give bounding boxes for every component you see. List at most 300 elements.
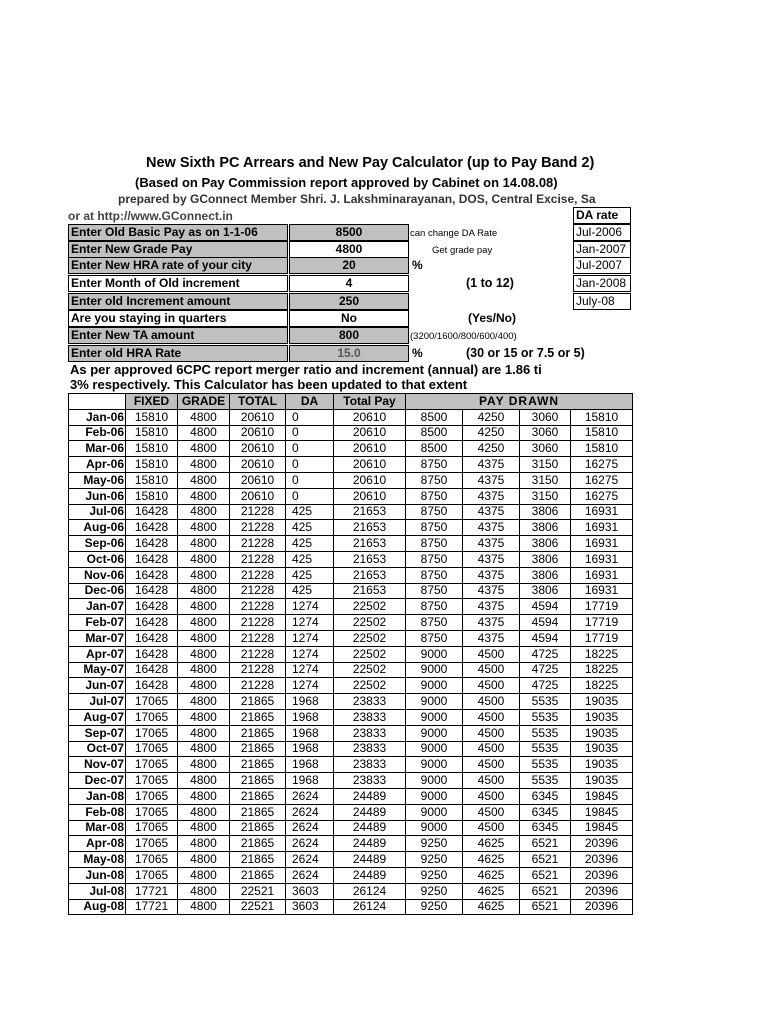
table-row — [69, 788, 633, 804]
cell-total-pay: 21653 — [334, 567, 406, 583]
table-row — [69, 757, 633, 773]
cell-grade: 4800 — [178, 583, 230, 599]
cell-drawn-basic: 8750 — [406, 599, 463, 615]
table-row — [69, 741, 633, 757]
table-row — [69, 694, 633, 710]
cell-drawn-hra: 3806 — [520, 520, 571, 536]
cell-grade: 4800 — [178, 788, 230, 804]
cell-drawn-total: 20396 — [571, 852, 633, 868]
cell-grade: 4800 — [178, 551, 230, 567]
cell-total: 21228 — [230, 615, 286, 631]
cell-grade: 4800 — [178, 504, 230, 520]
cell-month: Mar-08 — [69, 820, 126, 836]
cell-total: 22521 — [230, 899, 286, 915]
cell-grade: 4800 — [178, 852, 230, 868]
cell-total-pay: 23833 — [334, 741, 406, 757]
cell-da: 0 — [286, 425, 334, 441]
cell-drawn-basic: 9250 — [406, 852, 463, 868]
cell-da: 425 — [286, 567, 334, 583]
cell-drawn-da: 4500 — [463, 757, 520, 773]
input-note: (1 to 12) — [466, 276, 514, 290]
increment-amount-input[interactable]: 250 — [289, 293, 409, 310]
cell-drawn-da: 4500 — [463, 709, 520, 725]
cell-total-pay: 20610 — [334, 425, 406, 441]
table-row — [69, 472, 633, 488]
cell-grade: 4800 — [178, 678, 230, 694]
cell-fixed: 17065 — [126, 757, 178, 773]
cell-total-pay: 23833 — [334, 757, 406, 773]
cell-drawn-hra: 4725 — [520, 646, 571, 662]
cell-da: 1274 — [286, 646, 334, 662]
cell-total: 20610 — [230, 441, 286, 457]
pay-table-body — [69, 409, 633, 915]
cell-drawn-da: 4625 — [463, 883, 520, 899]
cell-total-pay: 22502 — [334, 630, 406, 646]
cell-da: 2624 — [286, 852, 334, 868]
quarters-input[interactable]: No — [289, 310, 409, 327]
cell-total: 20610 — [230, 472, 286, 488]
cell-drawn-da: 4375 — [463, 567, 520, 583]
table-row — [69, 836, 633, 852]
cell-fixed: 15810 — [126, 409, 178, 425]
cell-drawn-da: 4500 — [463, 773, 520, 789]
cell-fixed: 16428 — [126, 599, 178, 615]
cell-grade: 4800 — [178, 899, 230, 915]
cell-fixed: 16428 — [126, 536, 178, 552]
table-row — [69, 852, 633, 868]
cell-drawn-hra: 5535 — [520, 725, 571, 741]
cell-month: Feb-06 — [69, 425, 126, 441]
cell-month: Mar-06 — [69, 441, 126, 457]
cell-da: 0 — [286, 472, 334, 488]
cell-fixed: 16428 — [126, 678, 178, 694]
cell-drawn-total: 17719 — [571, 630, 633, 646]
cell-drawn-total: 19845 — [571, 804, 633, 820]
cell-drawn-basic: 8500 — [406, 425, 463, 441]
cell-drawn-basic: 9250 — [406, 836, 463, 852]
cell-drawn-total: 19035 — [571, 725, 633, 741]
input-label: Enter New Grade Pay — [68, 241, 288, 258]
input-note: (3200/1600/800/600/400) — [410, 331, 517, 342]
cell-drawn-hra: 4594 — [520, 630, 571, 646]
cell-drawn-basic: 8750 — [406, 536, 463, 552]
cell-fixed: 15810 — [126, 457, 178, 473]
cell-drawn-total: 16275 — [571, 457, 633, 473]
cell-total: 20610 — [230, 488, 286, 504]
cell-da: 425 — [286, 536, 334, 552]
old-hra-rate-input[interactable]: 15.0 — [289, 345, 409, 362]
table-row — [69, 599, 633, 615]
cell-drawn-hra: 5535 — [520, 709, 571, 725]
cell-month: Aug-07 — [69, 709, 126, 725]
cell-total: 21865 — [230, 836, 286, 852]
cell-drawn-basic: 9000 — [406, 804, 463, 820]
cell-month: Dec-06 — [69, 583, 126, 599]
cell-grade: 4800 — [178, 867, 230, 883]
cell-drawn-hra: 4594 — [520, 615, 571, 631]
cell-fixed: 15810 — [126, 488, 178, 504]
cell-da: 1274 — [286, 678, 334, 694]
cell-drawn-basic: 9250 — [406, 867, 463, 883]
cell-drawn-total: 17719 — [571, 615, 633, 631]
input-label: Enter New TA amount — [68, 327, 288, 344]
cell-drawn-da: 4375 — [463, 520, 520, 536]
cell-drawn-da: 4500 — [463, 820, 520, 836]
cell-drawn-total: 19035 — [571, 694, 633, 710]
cell-total-pay: 21653 — [334, 504, 406, 520]
input-note: (Yes/No) — [468, 311, 517, 325]
cell-total-pay: 21653 — [334, 520, 406, 536]
cell-drawn-total: 19845 — [571, 788, 633, 804]
input-label: Enter old HRA Rate — [68, 345, 288, 362]
cell-month: Apr-06 — [69, 457, 126, 473]
cell-drawn-hra: 4725 — [520, 678, 571, 694]
cell-total-pay: 24489 — [334, 804, 406, 820]
cell-da: 1274 — [286, 599, 334, 615]
header-pay-drawn: PAY DRAWN — [406, 394, 633, 410]
cell-drawn-basic: 8750 — [406, 630, 463, 646]
cell-total-pay: 22502 — [334, 678, 406, 694]
old-basic-pay-input[interactable]: 8500 — [289, 224, 409, 241]
input-label: Enter Old Basic Pay as on 1-1-06 — [68, 224, 288, 241]
cell-total-pay: 23833 — [334, 694, 406, 710]
cell-month: Feb-08 — [69, 804, 126, 820]
cell-da: 0 — [286, 409, 334, 425]
cell-da: 425 — [286, 504, 334, 520]
cell-month: May-08 — [69, 852, 126, 868]
cell-fixed: 17065 — [126, 741, 178, 757]
cell-fixed: 17065 — [126, 804, 178, 820]
input-note: (30 or 15 or 7.5 or 5) — [466, 346, 585, 360]
cell-total: 21865 — [230, 741, 286, 757]
cell-drawn-basic: 9000 — [406, 757, 463, 773]
cell-month: Apr-07 — [69, 646, 126, 662]
cell-drawn-total: 16931 — [571, 504, 633, 520]
input-label: Are you staying in quarters — [68, 310, 288, 327]
cell-drawn-total: 17719 — [571, 599, 633, 615]
cell-da: 2624 — [286, 788, 334, 804]
cell-drawn-basic: 9000 — [406, 694, 463, 710]
cell-drawn-basic: 8500 — [406, 441, 463, 457]
cell-drawn-hra: 6521 — [520, 899, 571, 915]
website-link[interactable]: or at http://www.GConnect.in — [68, 209, 233, 223]
cell-total: 21865 — [230, 757, 286, 773]
cell-drawn-total: 15810 — [571, 441, 633, 457]
cell-grade: 4800 — [178, 773, 230, 789]
cell-total: 21228 — [230, 583, 286, 599]
cell-grade: 4800 — [178, 804, 230, 820]
cell-grade: 4800 — [178, 709, 230, 725]
cell-drawn-basic: 8750 — [406, 457, 463, 473]
cell-total-pay: 20610 — [334, 472, 406, 488]
merger-note-line1: As per approved 6CPC report merger ratio and increment (annual) are 1.86 ti — [70, 362, 542, 377]
page-subtitle: (Based on Pay Commission report approved by Cabinet on 14.08.08) — [135, 175, 558, 190]
cell-total: 21228 — [230, 567, 286, 583]
cell-grade: 4800 — [178, 630, 230, 646]
cell-total: 21228 — [230, 536, 286, 552]
cell-grade: 4800 — [178, 615, 230, 631]
cell-grade: 4800 — [178, 536, 230, 552]
cell-total: 21228 — [230, 551, 286, 567]
cell-drawn-total: 18225 — [571, 646, 633, 662]
table-row — [69, 725, 633, 741]
cell-fixed: 17065 — [126, 694, 178, 710]
cell-total: 21228 — [230, 599, 286, 615]
table-row — [69, 425, 633, 441]
table-row — [69, 615, 633, 631]
cell-total: 20610 — [230, 457, 286, 473]
cell-drawn-total: 20396 — [571, 899, 633, 915]
merger-note-line2: 3% respectively. This Calculator has been updated to that extent — [70, 377, 468, 392]
cell-drawn-da: 4500 — [463, 741, 520, 757]
cell-month: Nov-07 — [69, 757, 126, 773]
cell-fixed: 17065 — [126, 773, 178, 789]
da-rate-item[interactable]: Jul-2006 — [573, 224, 631, 241]
cell-drawn-hra: 3806 — [520, 504, 571, 520]
cell-drawn-da: 4375 — [463, 488, 520, 504]
da-rate-header: DA rate — [573, 207, 631, 224]
cell-month: Feb-07 — [69, 615, 126, 631]
cell-month: Jul-07 — [69, 694, 126, 710]
cell-total-pay: 24489 — [334, 836, 406, 852]
cell-drawn-hra: 3806 — [520, 567, 571, 583]
cell-total: 22521 — [230, 883, 286, 899]
cell-drawn-hra: 6521 — [520, 867, 571, 883]
cell-grade: 4800 — [178, 599, 230, 615]
cell-da: 2624 — [286, 820, 334, 836]
cell-drawn-total: 20396 — [571, 883, 633, 899]
cell-drawn-hra: 5535 — [520, 773, 571, 789]
cell-da: 1968 — [286, 757, 334, 773]
cell-fixed: 17721 — [126, 883, 178, 899]
cell-da: 2624 — [286, 836, 334, 852]
input-note: Get grade pay — [432, 245, 493, 256]
cell-drawn-hra: 3060 — [520, 425, 571, 441]
grade-pay-input[interactable]: 4800 — [289, 241, 409, 258]
cell-drawn-basic: 9000 — [406, 646, 463, 662]
input-label: Enter Month of Old increment — [68, 275, 288, 292]
cell-total: 21865 — [230, 820, 286, 836]
table-row — [69, 804, 633, 820]
cell-total: 21228 — [230, 630, 286, 646]
cell-drawn-basic: 9000 — [406, 678, 463, 694]
cell-drawn-hra: 6345 — [520, 820, 571, 836]
cell-month: Jul-06 — [69, 504, 126, 520]
cell-drawn-da: 4625 — [463, 852, 520, 868]
da-rate-item[interactable]: July-08 — [573, 293, 631, 310]
cell-fixed: 16428 — [126, 646, 178, 662]
cell-total-pay: 20610 — [334, 457, 406, 473]
cell-drawn-da: 4625 — [463, 867, 520, 883]
cell-grade: 4800 — [178, 646, 230, 662]
cell-total: 21865 — [230, 788, 286, 804]
cell-drawn-da: 4500 — [463, 725, 520, 741]
cell-fixed: 16428 — [126, 567, 178, 583]
ta-amount-input[interactable]: 800 — [289, 327, 409, 344]
da-rate-item[interactable]: Jan-2007 — [573, 241, 631, 258]
cell-drawn-da: 4500 — [463, 662, 520, 678]
cell-total-pay: 20610 — [334, 441, 406, 457]
cell-drawn-basic: 9000 — [406, 741, 463, 757]
cell-grade: 4800 — [178, 662, 230, 678]
cell-fixed: 15810 — [126, 425, 178, 441]
cell-fixed: 17065 — [126, 820, 178, 836]
cell-drawn-basic: 9000 — [406, 662, 463, 678]
table-row — [69, 820, 633, 836]
cell-total: 21228 — [230, 662, 286, 678]
cell-drawn-total: 18225 — [571, 662, 633, 678]
cell-da: 1274 — [286, 615, 334, 631]
cell-da: 2624 — [286, 867, 334, 883]
cell-da: 1968 — [286, 709, 334, 725]
cell-drawn-total: 18225 — [571, 678, 633, 694]
cell-total-pay: 24489 — [334, 867, 406, 883]
cell-total: 20610 — [230, 425, 286, 441]
cell-fixed: 16428 — [126, 630, 178, 646]
table-row — [69, 867, 633, 883]
cell-fixed: 17065 — [126, 867, 178, 883]
cell-drawn-total: 19035 — [571, 709, 633, 725]
table-row — [69, 883, 633, 899]
cell-fixed: 17065 — [126, 836, 178, 852]
cell-total-pay: 23833 — [334, 725, 406, 741]
cell-drawn-total: 16275 — [571, 488, 633, 504]
cell-drawn-da: 4625 — [463, 836, 520, 852]
table-row — [69, 457, 633, 473]
cell-month: Apr-08 — [69, 836, 126, 852]
cell-month: Oct-07 — [69, 741, 126, 757]
cell-fixed: 17065 — [126, 852, 178, 868]
cell-month: Jun-07 — [69, 678, 126, 694]
cell-drawn-da: 4500 — [463, 804, 520, 820]
cell-drawn-hra: 3060 — [520, 441, 571, 457]
page-title: New Sixth PC Arrears and New Pay Calculator (up to Pay Band 2) — [146, 155, 595, 171]
cell-month: Jun-08 — [69, 867, 126, 883]
cell-grade: 4800 — [178, 836, 230, 852]
cell-total: 21865 — [230, 725, 286, 741]
table-row — [69, 662, 633, 678]
cell-drawn-hra: 4725 — [520, 662, 571, 678]
cell-total-pay: 24489 — [334, 788, 406, 804]
cell-total-pay: 23833 — [334, 773, 406, 789]
header-fixed: FIXED — [126, 394, 178, 410]
cell-drawn-basic: 8750 — [406, 488, 463, 504]
cell-drawn-hra: 5535 — [520, 741, 571, 757]
cell-total-pay: 24489 — [334, 820, 406, 836]
cell-drawn-hra: 3150 — [520, 472, 571, 488]
cell-da: 1274 — [286, 630, 334, 646]
cell-fixed: 17065 — [126, 725, 178, 741]
cell-fixed: 16428 — [126, 662, 178, 678]
cell-grade: 4800 — [178, 820, 230, 836]
cell-drawn-da: 4500 — [463, 694, 520, 710]
table-row — [69, 646, 633, 662]
cell-grade: 4800 — [178, 883, 230, 899]
cell-drawn-basic: 9000 — [406, 820, 463, 836]
cell-total: 21228 — [230, 520, 286, 536]
input-label: Enter old Increment amount — [68, 293, 288, 310]
pay-table — [68, 393, 633, 915]
cell-da: 3603 — [286, 899, 334, 915]
cell-drawn-total: 20396 — [571, 867, 633, 883]
cell-total-pay: 26124 — [334, 883, 406, 899]
cell-drawn-da: 4375 — [463, 551, 520, 567]
cell-drawn-total: 16931 — [571, 567, 633, 583]
cell-drawn-total: 15810 — [571, 409, 633, 425]
new-hra-rate-input[interactable]: 20 — [289, 257, 409, 274]
cell-drawn-da: 4375 — [463, 599, 520, 615]
table-row — [69, 441, 633, 457]
cell-drawn-da: 4375 — [463, 504, 520, 520]
cell-month: May-07 — [69, 662, 126, 678]
increment-month-input[interactable]: 4 — [289, 275, 409, 292]
percent-sign: % — [412, 346, 423, 360]
da-rate-item[interactable]: Jan-2008 — [573, 275, 631, 292]
cell-drawn-total: 16931 — [571, 520, 633, 536]
cell-total-pay: 22502 — [334, 599, 406, 615]
cell-fixed: 16428 — [126, 504, 178, 520]
cell-drawn-da: 4500 — [463, 646, 520, 662]
cell-drawn-hra: 6521 — [520, 883, 571, 899]
cell-drawn-basic: 8500 — [406, 409, 463, 425]
cell-drawn-hra: 6345 — [520, 804, 571, 820]
cell-da: 1968 — [286, 741, 334, 757]
table-row — [69, 536, 633, 552]
input-note: can change DA Rate — [410, 228, 498, 239]
table-row — [69, 773, 633, 789]
cell-drawn-da: 4500 — [463, 788, 520, 804]
cell-grade: 4800 — [178, 567, 230, 583]
cell-total-pay: 20610 — [334, 488, 406, 504]
cell-drawn-da: 4375 — [463, 615, 520, 631]
header-month — [69, 394, 126, 410]
table-row — [69, 630, 633, 646]
cell-da: 425 — [286, 551, 334, 567]
cell-grade: 4800 — [178, 425, 230, 441]
cell-total-pay: 26124 — [334, 899, 406, 915]
cell-drawn-basic: 9000 — [406, 709, 463, 725]
da-rate-item[interactable]: Jul-2007 — [573, 257, 631, 274]
cell-month: Jan-07 — [69, 599, 126, 615]
cell-fixed: 17065 — [126, 788, 178, 804]
table-row — [69, 551, 633, 567]
cell-drawn-total: 19035 — [571, 757, 633, 773]
cell-drawn-hra: 3060 — [520, 409, 571, 425]
cell-fixed: 15810 — [126, 441, 178, 457]
prepared-by: prepared by GConnect Member Shri. J. Lakshminarayanan, DOS, Central Excise, Sa — [118, 192, 596, 206]
cell-grade: 4800 — [178, 457, 230, 473]
cell-total-pay: 22502 — [334, 615, 406, 631]
cell-fixed: 15810 — [126, 472, 178, 488]
cell-total-pay: 22502 — [334, 662, 406, 678]
cell-da: 1968 — [286, 773, 334, 789]
cell-drawn-total: 20396 — [571, 836, 633, 852]
cell-drawn-da: 4500 — [463, 678, 520, 694]
cell-total-pay: 23833 — [334, 709, 406, 725]
cell-drawn-da: 4375 — [463, 457, 520, 473]
cell-grade: 4800 — [178, 757, 230, 773]
header-total-pay: Total Pay — [334, 394, 406, 410]
cell-drawn-da: 4625 — [463, 899, 520, 915]
cell-da: 2624 — [286, 804, 334, 820]
cell-drawn-da: 4250 — [463, 425, 520, 441]
cell-drawn-basic: 9000 — [406, 773, 463, 789]
cell-drawn-basic: 9000 — [406, 788, 463, 804]
cell-drawn-total: 16931 — [571, 536, 633, 552]
cell-drawn-hra: 3806 — [520, 583, 571, 599]
input-label: Enter New HRA rate of your city — [68, 257, 288, 274]
percent-sign: % — [412, 258, 423, 272]
